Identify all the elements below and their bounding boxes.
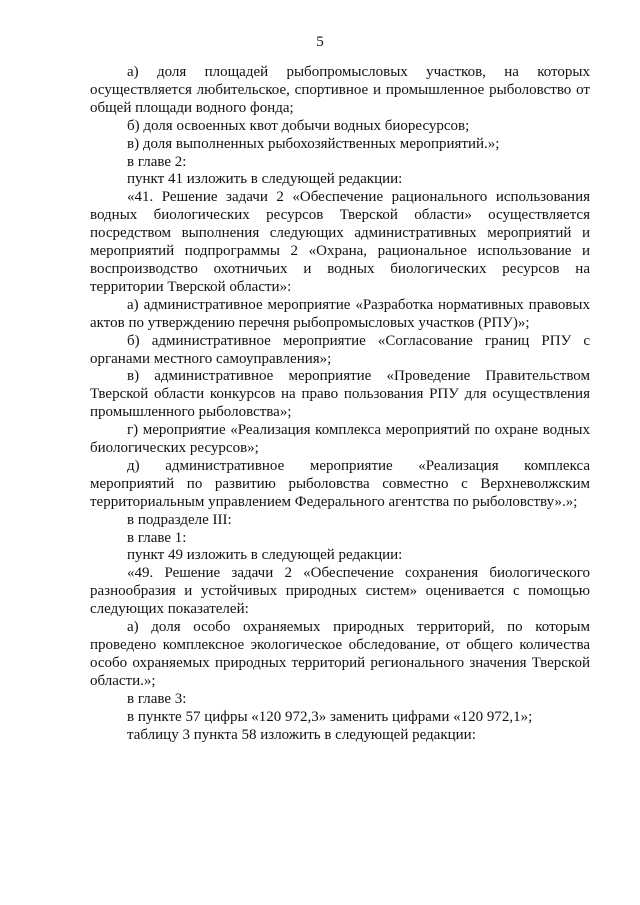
paragraph: д) административное мероприятие «Реализация комплекса мероприятий по развитию рыболовства совместно с Верхневолжским территориальным управлением Федерального агентства по рыболовству».»; (90, 457, 590, 510)
paragraph: «41. Решение задачи 2 «Обеспечение рационального использования водных биологических ресурсов Тверской области» осуществляется посредством выполнения следующих административных мероприятий и мероприятий подпрограммы 2 «Охрана, рациональное использование и воспроизводство охотничьих и водных биологических ресурсов на территории Тверской области»: (90, 189, 590, 295)
paragraph: «49. Решение задачи 2 «Обеспечение сохранения биологического разнообразия и устойчивых природных систем» оценивается с помощью следующих показателей: (90, 565, 590, 618)
paragraph: таблицу 3 пункта 58 изложить в следующей редакции: (127, 726, 476, 743)
paragraph: а) доля площадей рыбопромысловых участков, на которых осуществляется любительское, спортивное и промышленное рыболовство от общей площади водного фонда; (90, 64, 590, 116)
paragraph: в) доля выполненных рыбохозяйственных мероприятий.»; (127, 135, 500, 152)
paragraph: в главе 2: (127, 153, 187, 170)
document-body (90, 64, 590, 744)
paragraph: пункт 41 изложить в следующей редакции: (127, 171, 403, 188)
page-number: 5 (316, 34, 324, 50)
paragraph: б) доля освоенных квот добычи водных биоресурсов; (127, 117, 470, 134)
paragraph: в) административное мероприятие «Проведение Правительством Тверской области конкурсов на право пользования РПУ для осуществления промышленного рыболовства»; (90, 368, 590, 421)
paragraph: а) административное мероприятие «Разработка нормативных правовых актов по утверждению перечня рыбопромысловых участков (РПУ)»; (90, 296, 590, 331)
paragraph: пункт 49 изложить в следующей редакции: (127, 547, 403, 564)
paragraph: в подразделе III: (127, 511, 232, 528)
paragraph: в главе 1: (127, 529, 187, 546)
paragraph: г) мероприятие «Реализация комплекса мероприятий по охране водных биологических ресурсов»; (90, 422, 590, 457)
paragraph: а) доля особо охраняемых природных территорий, по которым проведено комплексное экологическое обследование, от общего количества особо охраняемых природных территорий регионального значения Тверской области.»; (90, 619, 590, 689)
paragraph: в главе 3: (127, 690, 187, 707)
paragraph: б) административное мероприятие «Согласование границ РПУ с органами местного самоуправления»; (90, 332, 590, 367)
paragraph: в пункте 57 цифры «120 972,3» заменить цифрами «120 972,1»; (127, 708, 533, 725)
